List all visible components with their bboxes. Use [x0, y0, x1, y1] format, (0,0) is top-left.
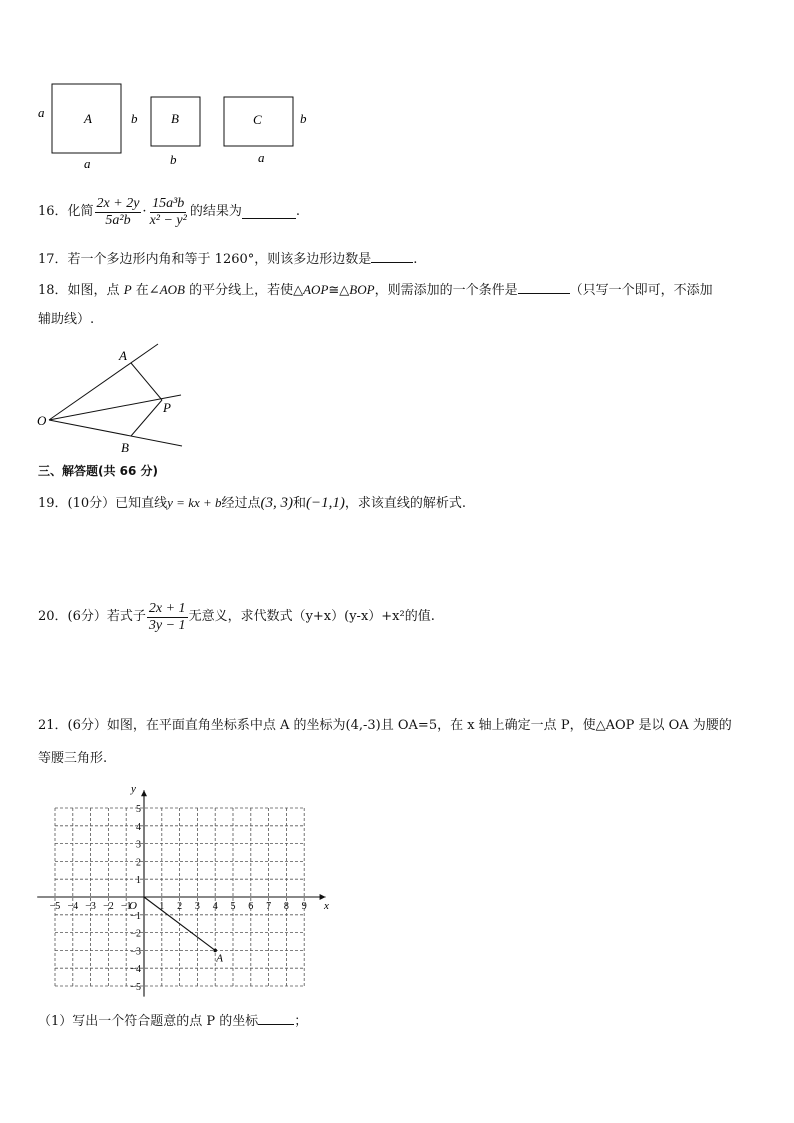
- q16-frac1-den: 5a²b: [105, 212, 131, 228]
- q16-dot: ·: [142, 204, 147, 219]
- origin-label: O: [129, 900, 137, 912]
- x-tick-label: 4: [212, 901, 218, 912]
- q18-text-e: （只写一个即可，不添加: [569, 283, 713, 298]
- x-tick-label: 3: [194, 901, 200, 912]
- q16-prefix: 16．化简: [38, 204, 94, 219]
- coordinate-grid: [30, 778, 340, 1000]
- q18-line2-text: 辅助线）.: [38, 312, 95, 327]
- question-20: [38, 596, 435, 638]
- y-tick-label: −3: [130, 946, 141, 958]
- q21-answer-blank[interactable]: [258, 1012, 294, 1025]
- tick-labels: [50, 804, 307, 993]
- x-axis-label: x: [324, 900, 329, 912]
- x-tick-label: 2: [177, 901, 183, 912]
- x-tick-label: 7: [266, 901, 272, 912]
- q18-point-p: P: [123, 282, 132, 297]
- q21-sub1-end: ；: [294, 1014, 308, 1029]
- squares-figure: [30, 78, 330, 173]
- q21-line1-text: 21．(6分）如图，在平面直角坐标系中点 A 的坐标为(4,-3)且 OA=5，在 x 轴上确定一点 P，使△AOP 是以 OA 为腰的: [38, 718, 732, 733]
- q16-end: .: [295, 204, 300, 219]
- square-a-label: A: [84, 111, 92, 126]
- x-tick-label: 9: [301, 901, 307, 912]
- q20-suffix: 无意义，求代数式（y+x）(y-x）+x²的值.: [188, 609, 435, 624]
- question-17: [38, 250, 417, 269]
- q16-fraction-1: [95, 196, 142, 229]
- fig18-label-p: P: [163, 400, 171, 415]
- angle-bisector-figure: [32, 338, 192, 460]
- square-c-label: C: [253, 112, 262, 127]
- q18-angle-aob: AOB: [159, 282, 185, 297]
- x-tick-label: −3: [85, 901, 96, 912]
- q19-formula: y = kx + b: [167, 495, 222, 510]
- question-18-line-2: [38, 311, 94, 329]
- q19-prefix: 19．(10分）已知直线: [38, 496, 168, 511]
- y-tick-label: 2: [136, 857, 141, 869]
- q16-answer-blank[interactable]: [242, 206, 296, 219]
- q18-congruent: ≅△: [328, 283, 350, 298]
- question-19: [38, 494, 466, 513]
- square-a-bottom: a: [84, 156, 91, 171]
- q18-text-d: ，则需添加的一个条件是: [374, 283, 518, 298]
- y-tick-label: −4: [130, 964, 141, 976]
- q21-line2-text: 等腰三角形.: [38, 751, 108, 766]
- q16-frac2-den: x² − y²: [149, 212, 187, 228]
- question-18-line-1: [38, 281, 713, 300]
- q17-text: 17．若一个多边形内角和等于 1260°，则该多边形边数是: [38, 252, 372, 267]
- q20-fraction: [147, 601, 188, 634]
- fig18-label-a: A: [119, 348, 127, 363]
- q18-answer-blank[interactable]: [518, 281, 570, 294]
- q17-end: .: [413, 252, 418, 267]
- y-axis-arrow: [141, 790, 147, 796]
- q18-tri-bop: BOP: [349, 282, 375, 297]
- q18-text-b: 在∠: [135, 283, 160, 298]
- square-c-right: b: [300, 111, 307, 126]
- q20-frac-den: 3y − 1: [148, 617, 186, 633]
- y-tick-label: −5: [130, 982, 141, 993]
- x-tick-label: −4: [67, 901, 79, 912]
- square-b-label: B: [171, 111, 179, 126]
- fig18-label-o: O: [37, 413, 47, 428]
- x-tick-label: −2: [103, 901, 114, 912]
- x-tick-label: 6: [248, 901, 254, 912]
- y-tick-label: 3: [136, 839, 141, 851]
- x-tick-label: −1: [120, 901, 132, 912]
- square-a-left: a: [38, 105, 45, 120]
- y-tick-label: −2: [130, 928, 141, 940]
- q18-text-a: 18．如图，点: [38, 283, 120, 298]
- x-tick-label: 5: [230, 901, 236, 912]
- square-b-bottom: b: [170, 152, 177, 167]
- question-21-line-2: [38, 750, 107, 768]
- question-21-line-1: [38, 717, 732, 735]
- question-16: [38, 192, 300, 232]
- q16-fraction-2: [148, 196, 189, 229]
- q16-frac1-num: 2x + 2y: [96, 195, 140, 211]
- q19-and: 和: [293, 496, 307, 511]
- q19-point-2: (−1,1): [306, 495, 345, 511]
- q19-mid: 经过点: [221, 496, 261, 511]
- x-tick-label: 1: [159, 901, 165, 912]
- q18-text-c: 的平分线上，若使△: [189, 283, 304, 298]
- point-a-label: A: [216, 952, 223, 965]
- x-tick-label: 8: [283, 901, 289, 912]
- y-tick-label: 4: [136, 821, 141, 833]
- q19-suffix: ，求该直线的解析式.: [344, 496, 467, 511]
- section-3-heading: 三、解答题(共 66 分): [38, 464, 159, 478]
- q19-point-1: (3, 3): [260, 495, 294, 511]
- q16-frac2-num: 15a³b: [152, 195, 185, 211]
- fig18-label-b: B: [121, 440, 129, 455]
- axes: [37, 790, 325, 996]
- q17-answer-blank[interactable]: [371, 250, 413, 263]
- y-axis-label: y: [131, 783, 136, 795]
- q18-tri-aop: AOP: [303, 282, 329, 297]
- y-tick-label: −1: [130, 910, 141, 922]
- square-c-bottom: a: [258, 150, 265, 165]
- q16-suffix: 的结果为: [189, 204, 242, 219]
- q20-frac-num: 2x + 1: [148, 600, 186, 616]
- y-tick-label: 5: [136, 804, 141, 815]
- question-21-sub-1: [38, 1012, 307, 1031]
- q20-prefix: 20．(6分）若式子: [38, 609, 146, 624]
- x-tick-label: −5: [49, 901, 61, 912]
- square-a-right: b: [131, 111, 138, 126]
- y-tick-label: 1: [136, 875, 141, 887]
- q21-sub1-text: （1）写出一个符合题意的点 P 的坐标: [38, 1014, 259, 1029]
